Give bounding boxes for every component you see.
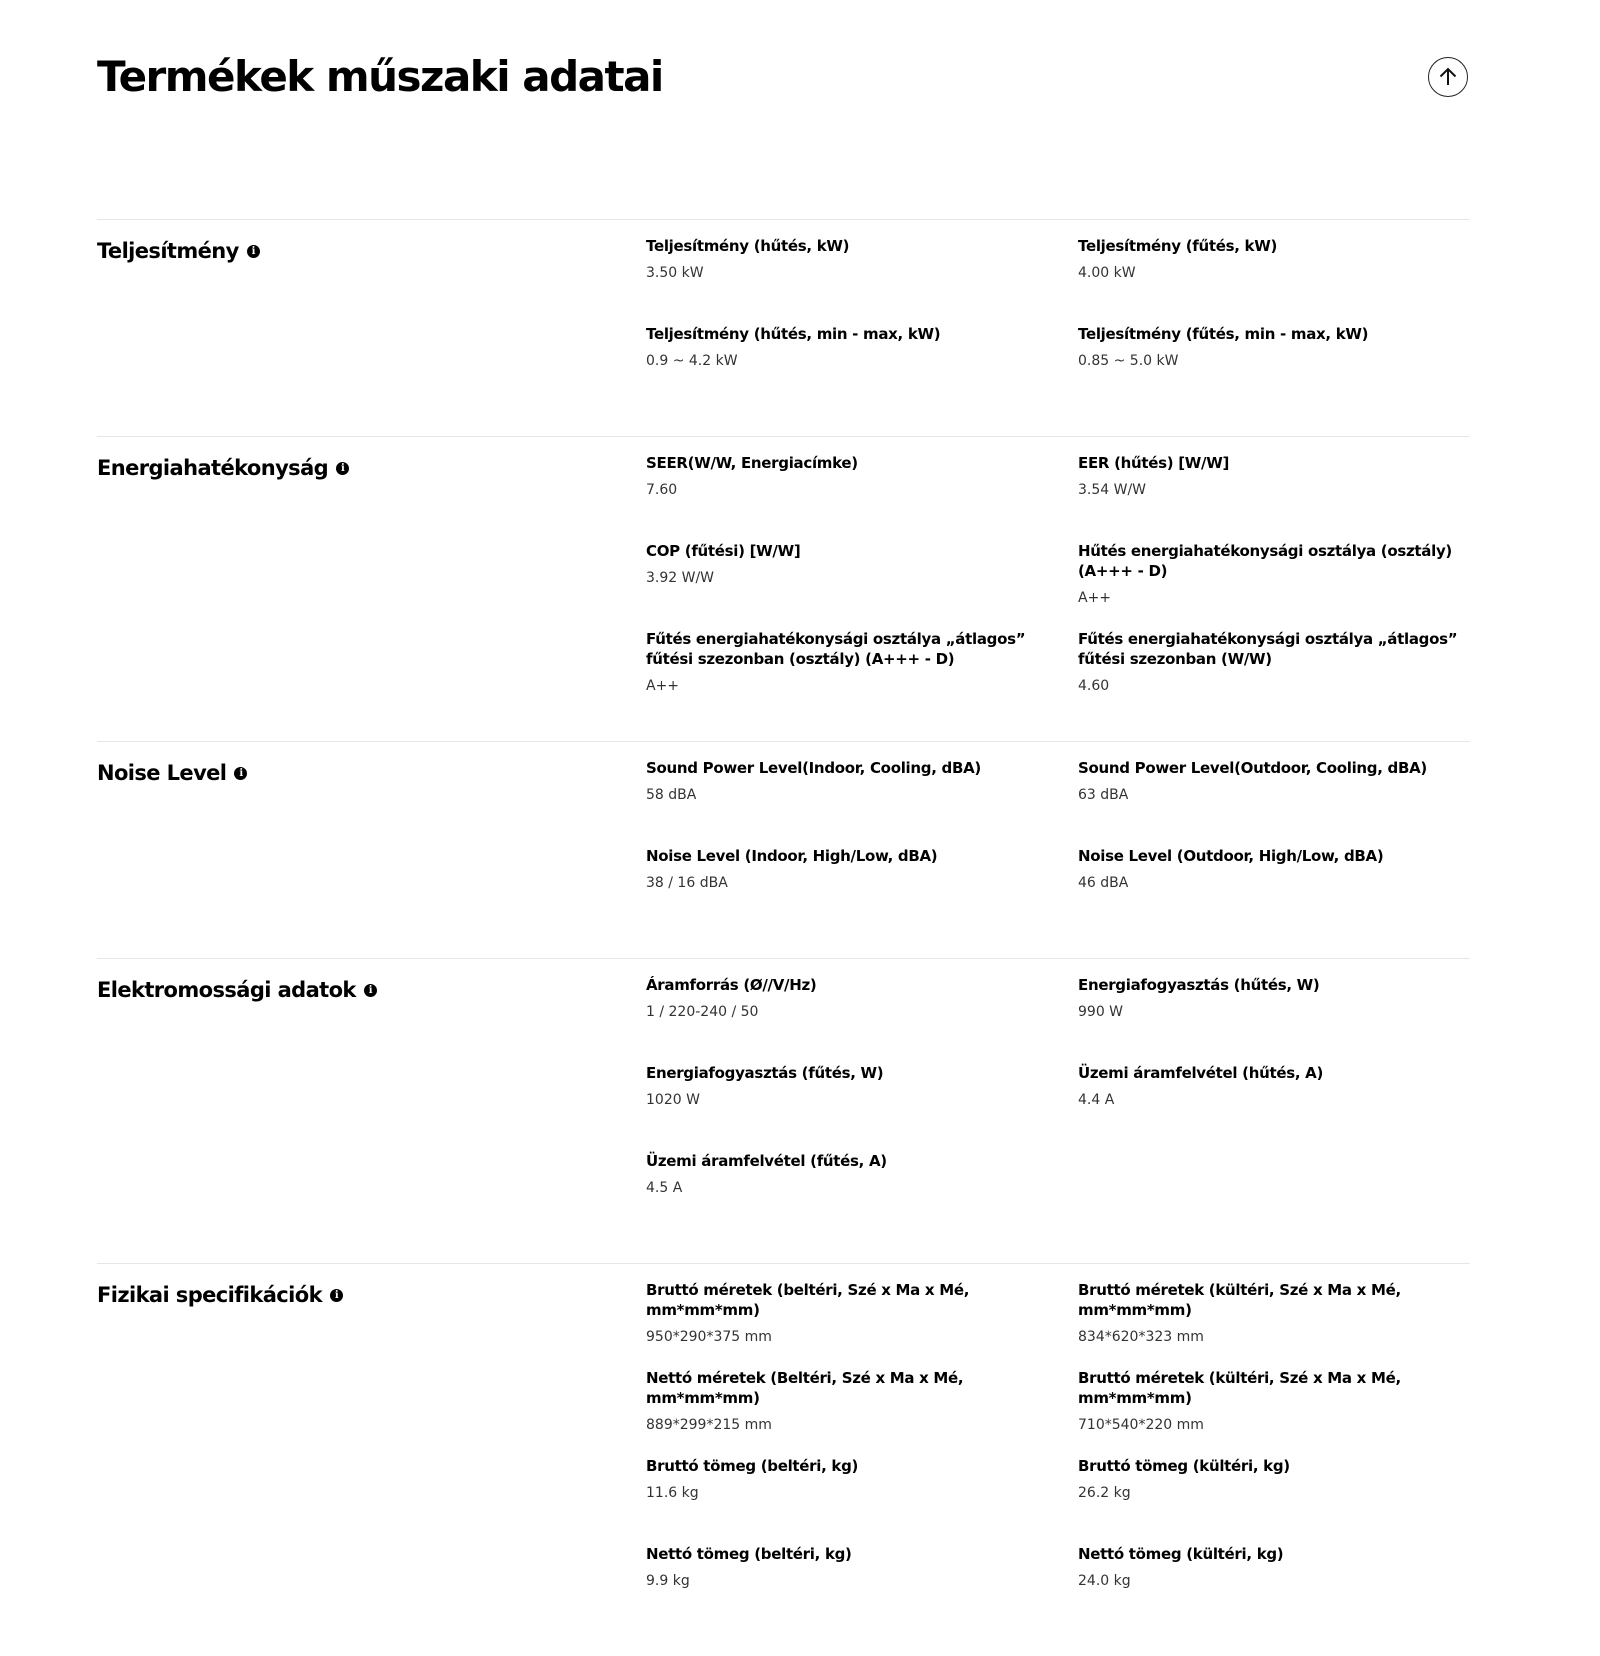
spec-value: 63 dBA — [1078, 787, 1129, 803]
spec-value: 9.9 kg — [646, 1573, 690, 1589]
info-icon[interactable]: i — [234, 767, 247, 780]
spec-value: 4.5 A — [646, 1180, 683, 1196]
spec-item — [646, 1456, 1078, 1544]
section-title-text: Energiahatékonyság — [97, 456, 329, 480]
scroll-to-top-button[interactable] — [1428, 57, 1468, 97]
spec-value: A++ — [646, 678, 680, 694]
spec-value: 11.6 kg — [646, 1485, 699, 1501]
spec-item — [1078, 1456, 1470, 1544]
spec-item — [646, 1063, 1078, 1151]
section-title-text: Teljesítmény — [97, 239, 239, 263]
spec-label: Teljesítmény (hűtés, kW) — [646, 237, 850, 255]
spec-value: A++ — [1078, 590, 1112, 606]
spec-label: Teljesítmény (hűtés, min - max, kW) — [646, 325, 941, 343]
spec-label: Nettó tömeg (kültéri, kg) — [1078, 1545, 1284, 1563]
arrow-up-icon — [1437, 66, 1459, 88]
spec-item — [646, 629, 1078, 717]
section-title-text: Noise Level — [97, 761, 227, 785]
spec-value: 950*290*375 mm — [646, 1329, 772, 1345]
spec-label: Teljesítmény (fűtés, min - max, kW) — [1078, 325, 1369, 343]
spec-section — [97, 1263, 1470, 1656]
spec-label: Fűtés energiahatékonysági osztálya „átlagos” fűtési szezonban (W/W) — [1078, 630, 1458, 668]
spec-value: 990 W — [1078, 1004, 1124, 1020]
spec-label: Bruttó méretek (kültéri, Szé x Ma x Mé, mm*mm*mm) — [1078, 1281, 1401, 1319]
spec-item — [646, 453, 1078, 541]
page-title: Termékek műszaki adatai — [97, 52, 663, 101]
spec-label: Bruttó méretek (beltéri, Szé x Ma x Mé, mm*mm*mm) — [646, 1281, 970, 1319]
spec-label: Üzemi áramfelvétel (hűtés, A) — [1078, 1064, 1324, 1082]
info-icon[interactable]: i — [330, 1289, 343, 1302]
section-title-text: Elektromossági adatok — [97, 978, 356, 1002]
spec-value: 710*540*220 mm — [1078, 1417, 1204, 1433]
spec-table — [97, 219, 1470, 1656]
spec-section — [97, 436, 1470, 741]
spec-value: 26.2 kg — [1078, 1485, 1131, 1501]
spec-item — [1078, 975, 1470, 1063]
spec-item — [646, 1151, 1078, 1239]
spec-items — [646, 758, 1470, 934]
spec-label: Energiafogyasztás (fűtés, W) — [646, 1064, 884, 1082]
section-title — [97, 975, 646, 1003]
spec-item — [1078, 1544, 1470, 1632]
spec-label: Bruttó tömeg (beltéri, kg) — [646, 1457, 859, 1475]
spec-value: 0.9 ~ 4.2 kW — [646, 353, 738, 369]
spec-value: 24.0 kg — [1078, 1573, 1131, 1589]
spec-item — [646, 846, 1078, 934]
spec-label: Teljesítmény (fűtés, kW) — [1078, 237, 1278, 255]
section-title — [97, 758, 646, 786]
spec-section — [97, 958, 1470, 1263]
spec-value: 58 dBA — [646, 787, 697, 803]
spec-item — [646, 1368, 1078, 1456]
spec-item — [646, 758, 1078, 846]
section-title — [97, 236, 646, 264]
spec-section — [97, 219, 1470, 436]
spec-label: Üzemi áramfelvétel (fűtés, A) — [646, 1152, 887, 1170]
spec-label: SEER(W/W, Energiacímke) — [646, 454, 858, 472]
spec-label: Áramforrás (Ø//V/Hz) — [646, 976, 817, 994]
spec-label: Nettó tömeg (beltéri, kg) — [646, 1545, 852, 1563]
spec-label: Nettó méretek (Beltéri, Szé x Ma x Mé, mm*mm*mm) — [646, 1369, 964, 1407]
spec-value: 3.50 kW — [646, 265, 704, 281]
spec-item — [1078, 541, 1470, 629]
spec-label: Sound Power Level(Outdoor, Cooling, dBA) — [1078, 759, 1427, 777]
spec-value: 834*620*323 mm — [1078, 1329, 1204, 1345]
spec-value: 7.60 — [646, 482, 678, 498]
spec-label: Bruttó méretek (kültéri, Szé x Ma x Mé, mm*mm*mm) — [1078, 1369, 1401, 1407]
spec-item — [646, 236, 1078, 324]
spec-item — [646, 975, 1078, 1063]
spec-value: 1 / 220-240 / 50 — [646, 1004, 759, 1020]
spec-item — [1078, 324, 1470, 412]
info-icon[interactable]: i — [247, 245, 260, 258]
spec-value: 4.4 A — [1078, 1092, 1115, 1108]
spec-label: COP (fűtési) [W/W] — [646, 542, 801, 560]
section-title — [97, 1280, 646, 1308]
spec-item — [1078, 1280, 1470, 1368]
info-icon[interactable]: i — [364, 984, 377, 997]
spec-items — [646, 236, 1470, 412]
spec-value: 3.54 W/W — [1078, 482, 1147, 498]
spec-item — [1078, 1368, 1470, 1456]
spec-item — [1078, 453, 1470, 541]
spec-value: 4.00 kW — [1078, 265, 1136, 281]
spec-section — [97, 741, 1470, 958]
spec-item — [646, 541, 1078, 629]
spec-items — [646, 975, 1470, 1239]
spec-label: Fűtés energiahatékonysági osztálya „átlagos” fűtési szezonban (osztály) (A+++ - D) — [646, 630, 1026, 668]
spec-label: Hűtés energiahatékonysági osztálya (osztály) (A+++ - D) — [1078, 542, 1452, 580]
spec-items — [646, 1280, 1470, 1632]
spec-item — [646, 324, 1078, 412]
spec-value: 4.60 — [1078, 678, 1110, 694]
spec-item — [646, 1544, 1078, 1632]
spec-value: 889*299*215 mm — [646, 1417, 772, 1433]
spec-value: 3.92 W/W — [646, 570, 715, 586]
spec-label: Bruttó tömeg (kültéri, kg) — [1078, 1457, 1290, 1475]
section-title — [97, 453, 646, 481]
spec-item — [1078, 236, 1470, 324]
info-icon[interactable]: i — [336, 462, 349, 475]
spec-items — [646, 453, 1470, 717]
spec-item — [1078, 846, 1470, 934]
spec-item — [1078, 1063, 1470, 1151]
section-title-text: Fizikai specifikációk — [97, 1283, 322, 1307]
spec-label: Sound Power Level(Indoor, Cooling, dBA) — [646, 759, 981, 777]
spec-label: Noise Level (Indoor, High/Low, dBA) — [646, 847, 938, 865]
spec-label: EER (hűtés) [W/W] — [1078, 454, 1230, 472]
spec-value: 46 dBA — [1078, 875, 1129, 891]
spec-value: 38 / 16 dBA — [646, 875, 728, 891]
spec-label: Energiafogyasztás (hűtés, W) — [1078, 976, 1320, 994]
spec-label: Noise Level (Outdoor, High/Low, dBA) — [1078, 847, 1384, 865]
spec-item — [1078, 629, 1470, 717]
spec-value: 0.85 ~ 5.0 kW — [1078, 353, 1179, 369]
spec-item — [1078, 758, 1470, 846]
spec-value: 1020 W — [646, 1092, 700, 1108]
spec-item — [646, 1280, 1078, 1368]
